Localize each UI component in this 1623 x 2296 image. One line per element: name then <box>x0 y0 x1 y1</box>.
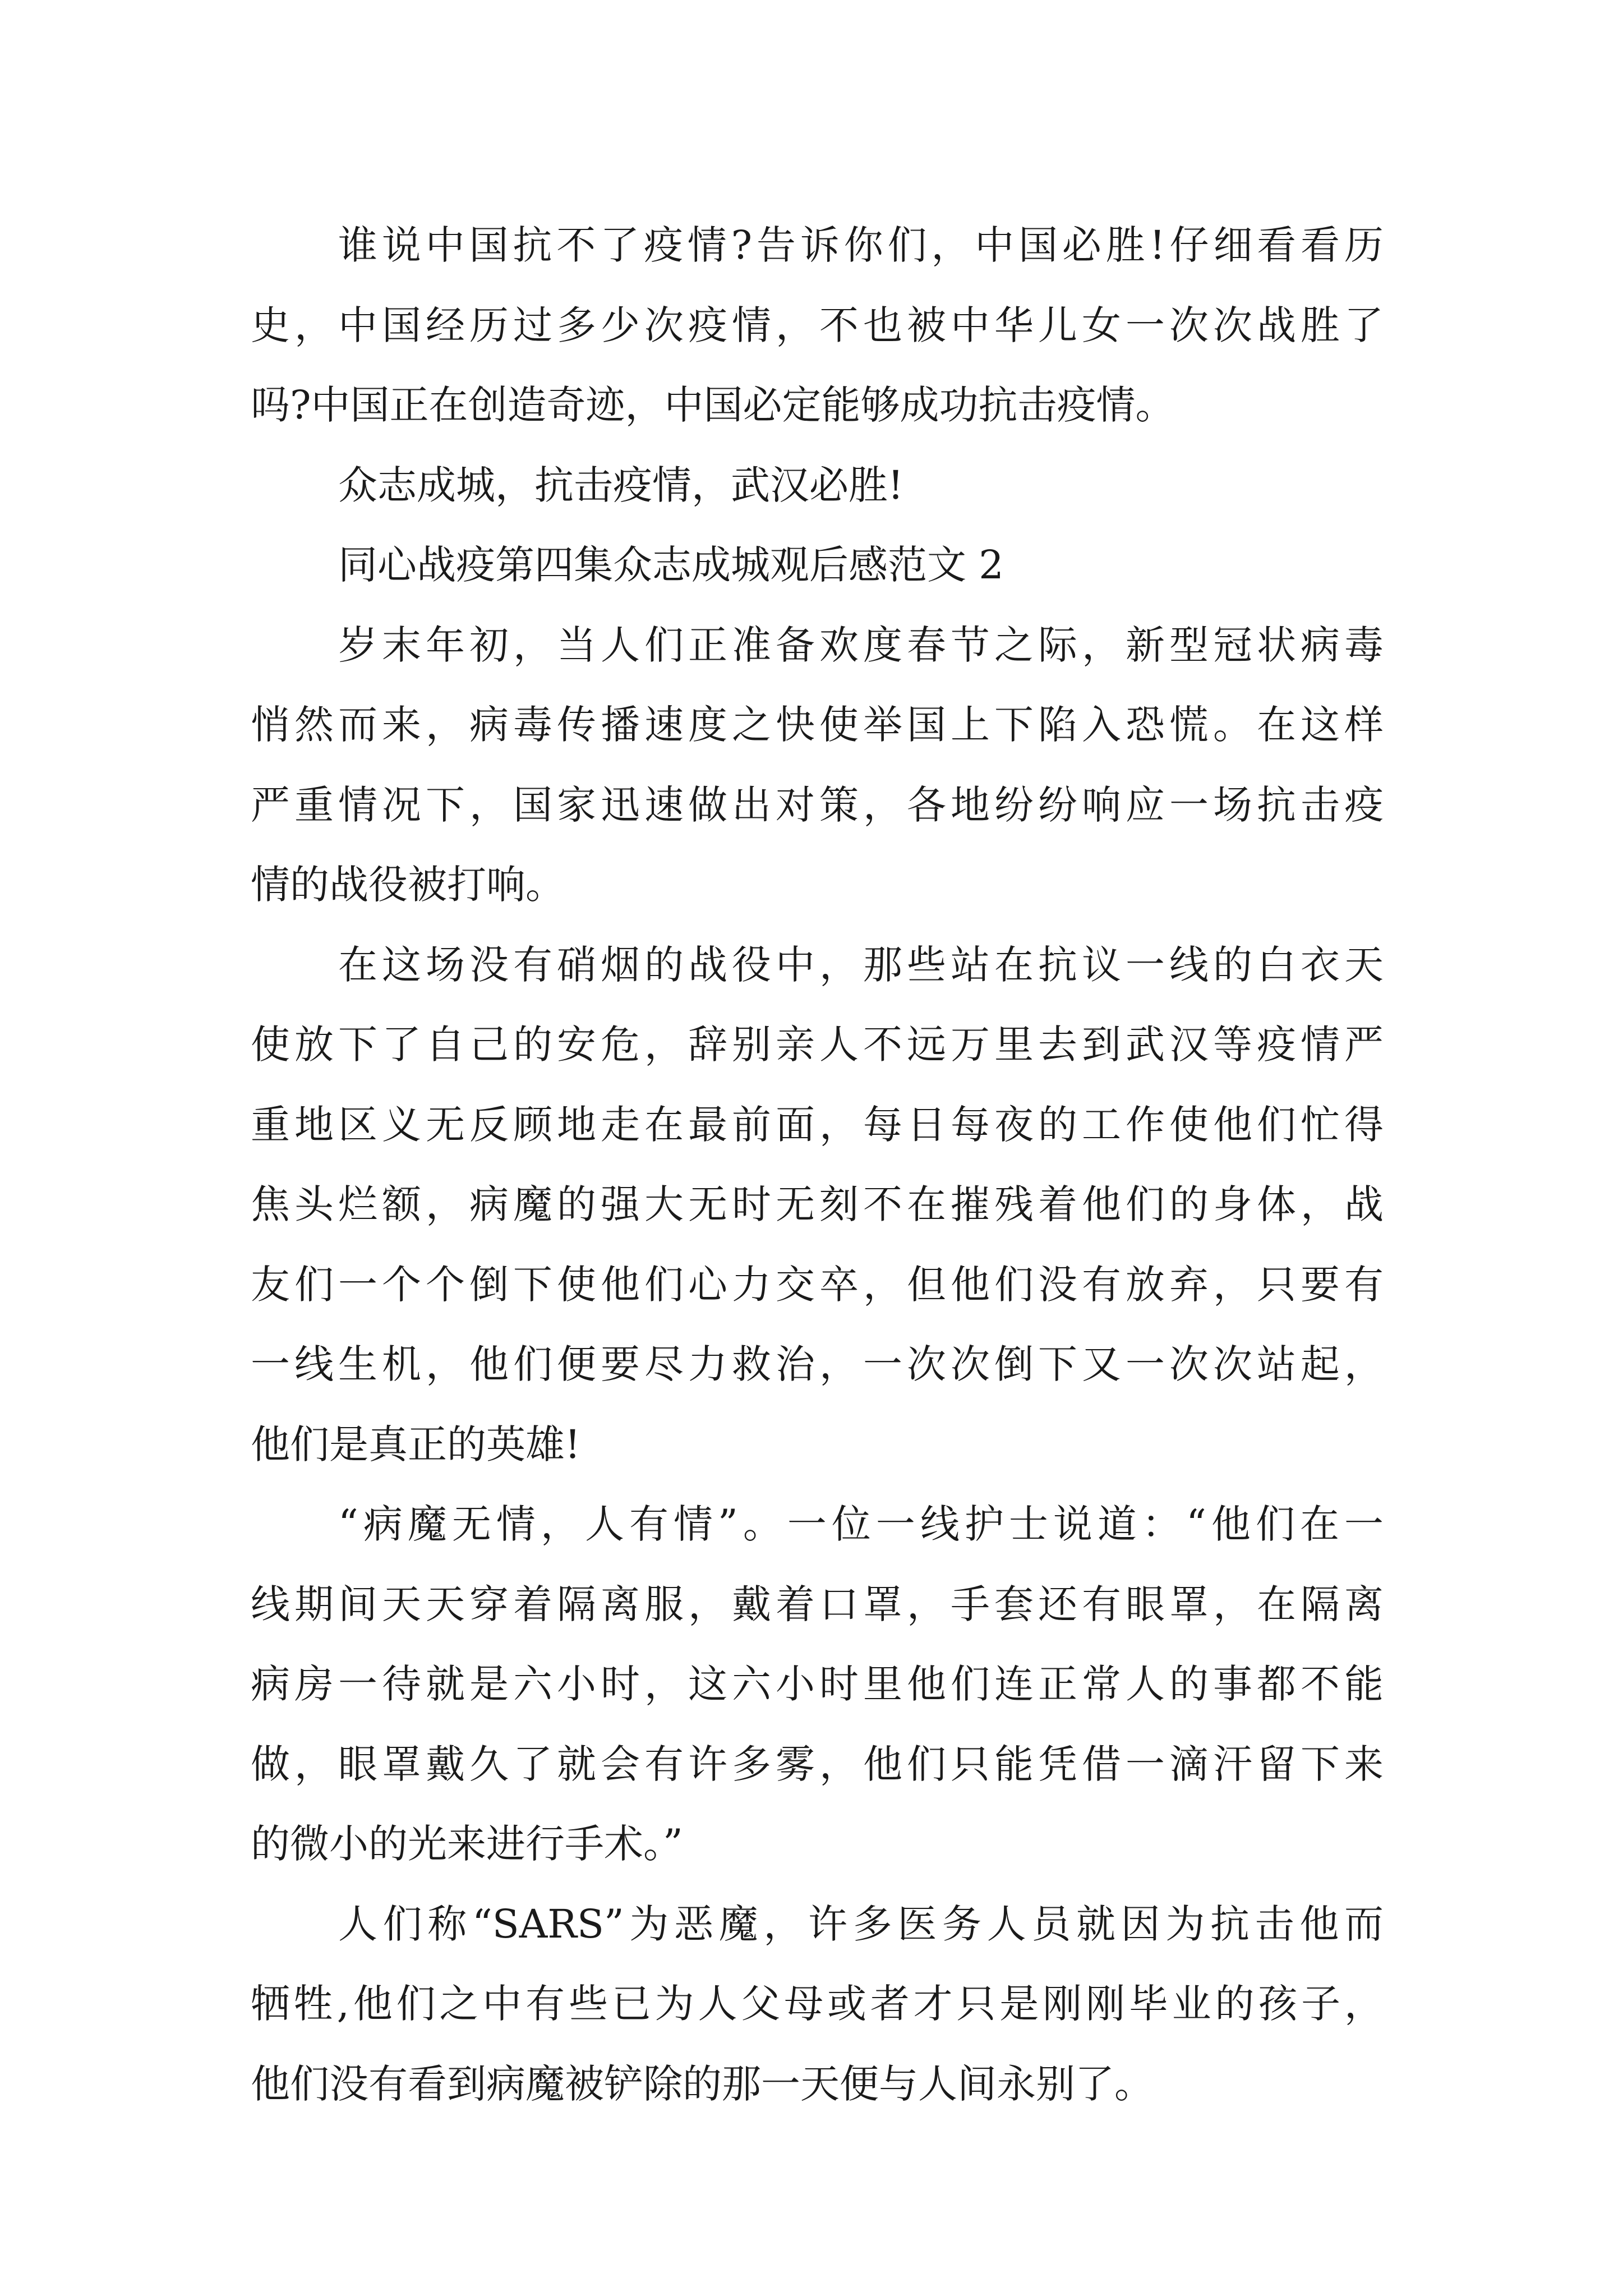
text-line: 严重情况下，国家迅速做出对策，各地纷纷响应一场抗击疫 <box>251 781 1384 828</box>
text-line: 人们称“SARS”为恶魔，许多医务人员就因为抗击他而 <box>338 1901 1384 1947</box>
paragraph <box>251 205 1384 445</box>
text-line: 在这场没有硝烟的战役中，那些站在抗议一线的白衣天 <box>338 941 1384 988</box>
paragraph-heading <box>251 525 1384 605</box>
text-line: 谁说中国抗不了疫情?告诉你们，中国必胜!仔细看看历 <box>338 222 1384 268</box>
text-line: 友们一个个倒下使他们心力交卒，但他们没有放弃，只要有 <box>251 1261 1384 1308</box>
text-line: 焦头烂额，病魔的强大无时无刻不在摧残着他们的身体，战 <box>251 1181 1384 1227</box>
text-line: 众志成城，抗击疫情，武汉必胜! <box>338 462 904 508</box>
paragraph <box>251 605 1384 925</box>
text-line: 病房一待就是六小时，这六小时里他们连正常人的事都不能 <box>251 1661 1384 1707</box>
text-line: “病魔无情，人有情”。一位一线护士说道：“他们在一 <box>338 1501 1384 1547</box>
text-line: 史，中国经历过多少次疫情，不也被中华儿女一次次战胜了 <box>251 302 1384 348</box>
text-line: 的微小的光来进行手术。” <box>251 1821 683 1867</box>
document-body <box>251 205 1384 2124</box>
text-line: 他们是真正的英雄! <box>251 1421 581 1467</box>
text-line: 悄然而来，病毒传播速度之快使举国上下陷入恐慌。在这样 <box>251 702 1384 748</box>
paragraph <box>251 1484 1384 1884</box>
text-line: 一线生机，他们便要尽力救治，一次次倒下又一次次站起， <box>251 1341 1384 1387</box>
text-line: 重地区义无反顾地走在最前面，每日每夜的工作使他们忙得 <box>251 1101 1384 1148</box>
paragraph <box>251 1884 1384 2124</box>
text-line: 岁末年初，当人们正准备欢度春节之际，新型冠状病毒 <box>338 622 1384 668</box>
text-line: 使放下了自己的安危，辞别亲人不远万里去到武汉等疫情严 <box>251 1022 1384 1068</box>
text-line: 牺牲,他们之中有些已为人父母或者才只是刚刚毕业的孩子， <box>251 1981 1384 2027</box>
paragraph <box>251 925 1384 1485</box>
text-line: 他们没有看到病魔被铲除的那一天便与人间永别了。 <box>251 2060 1154 2107</box>
text-line: 吗?中国正在创造奇迹，中国必定能够成功抗击疫情。 <box>251 382 1175 428</box>
text-line: 做，眼罩戴久了就会有许多雾，他们只能凭借一滴汗留下来 <box>251 1741 1384 1787</box>
paragraph <box>251 445 1384 526</box>
section-title: 同心战疫第四集众志成城观后感范文 2 <box>338 542 1004 588</box>
text-line: 情的战役被打响。 <box>251 862 565 908</box>
text-line: 线期间天天穿着隔离服，戴着口罩，手套还有眼罩，在隔离 <box>251 1581 1384 1627</box>
